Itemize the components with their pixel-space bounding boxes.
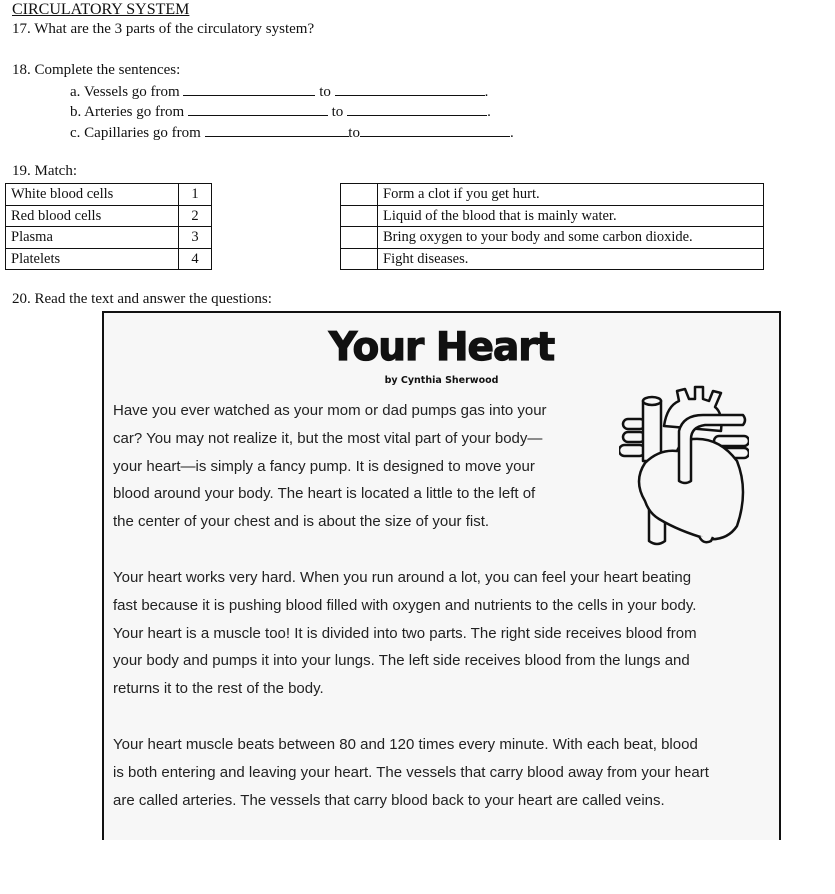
text-line: are called arteries. The vessels that carry blood back to your heart are called veins.	[113, 791, 665, 809]
table-row	[341, 184, 764, 206]
term-number: 3	[179, 227, 212, 249]
sentence-mid: to	[331, 104, 344, 120]
reading-passage	[102, 311, 781, 853]
table-row	[6, 205, 212, 227]
answer-blank[interactable]	[205, 124, 349, 137]
definition: Bring oxygen to your body and some carbon dioxide.	[378, 227, 764, 249]
question-17: 17. What are the 3 parts of the circulatory system?	[12, 21, 315, 37]
term-number: 1	[179, 184, 212, 206]
paragraph-2	[113, 564, 697, 703]
table-row	[341, 248, 764, 270]
text-line: blood around your body. The heart is located a little to the left of	[113, 485, 536, 503]
answer-cell[interactable]	[341, 205, 378, 227]
term: White blood cells	[6, 184, 179, 206]
answer-cell[interactable]	[341, 248, 378, 270]
term-number: 4	[179, 248, 212, 270]
text-line: your body and pumps it into your lungs. The left side receives blood from the lungs and	[113, 652, 690, 670]
text-line: fast because it is pushing blood filled with oxygen and nutrients to the cells in your body.	[113, 596, 697, 614]
table-row	[341, 205, 764, 227]
text-line: returns it to the rest of the body.	[113, 680, 324, 698]
definition: Fight diseases.	[378, 248, 764, 270]
paragraph-3	[113, 731, 709, 814]
worksheet-title: CIRCULATORY SYSTEM	[12, 1, 190, 18]
sentence-end: .	[487, 104, 491, 120]
question-18-label: 18. Complete the sentences:	[12, 62, 181, 78]
text-line: Your heart muscle beats between 80 and 120 times every minute. With each beat, blood	[113, 736, 698, 753]
term-number: 2	[179, 205, 212, 227]
answer-blank[interactable]	[188, 103, 328, 116]
text-line: the center of your chest and is about the size of your fist.	[113, 513, 490, 531]
answer-blank[interactable]	[183, 83, 315, 96]
table-row	[6, 248, 212, 270]
paragraph-1	[113, 397, 547, 536]
text-line: is both entering and leaving your heart. The vessels that carry blood away from your heart	[113, 763, 709, 781]
sentence-end: .	[484, 84, 489, 100]
sentence-prefix: c. Capillaries go from	[70, 125, 201, 141]
answer-cell[interactable]	[341, 184, 378, 206]
text-line: car? You may not realize it, but the most vital part of your body—	[113, 429, 543, 447]
answer-blank[interactable]	[347, 103, 487, 116]
table-row	[341, 227, 764, 249]
sentence-mid: to	[319, 84, 331, 100]
text-line: your heart—is simply a fancy pump. It is designed to move your	[113, 457, 535, 475]
term: Red blood cells	[6, 205, 179, 227]
text-line: Your heart is a muscle too! It is divided into two parts. The right side receives blood from	[113, 624, 697, 642]
terms-table	[5, 183, 212, 270]
term: Platelets	[6, 248, 179, 270]
question-20-label: 20. Read the text and answer the questions:	[12, 291, 272, 307]
article-byline: by Cynthia Sherwood	[384, 375, 499, 386]
text-line: Your heart works very hard. When you run around a lot, you can feel your heart beating	[113, 569, 692, 586]
term: Plasma	[6, 227, 179, 249]
definition: Liquid of the blood that is mainly water.	[378, 205, 764, 227]
sentence-b	[70, 103, 491, 121]
table-row	[6, 227, 212, 249]
text-line: Have you ever watched as your mom or dad pumps gas into your	[113, 402, 547, 419]
sentence-prefix: b. Arteries go from	[70, 104, 185, 120]
definition: Form a clot if you get hurt.	[378, 184, 764, 206]
heart-illustration-icon	[619, 381, 749, 551]
article-heading: Your Heart	[328, 325, 555, 370]
question-19-label: 19. Match:	[12, 163, 77, 179]
sentence-mid: to	[348, 125, 360, 141]
page-bottom-margin	[0, 840, 835, 894]
answer-cell[interactable]	[341, 227, 378, 249]
sentence-end: .	[509, 125, 514, 141]
sentence-prefix: a. Vessels go from	[70, 84, 180, 100]
sentence-a	[70, 83, 488, 101]
definitions-table	[340, 183, 764, 270]
sentence-c	[70, 124, 514, 142]
answer-blank[interactable]	[360, 124, 510, 137]
answer-blank[interactable]	[335, 83, 485, 96]
table-row	[6, 184, 212, 206]
